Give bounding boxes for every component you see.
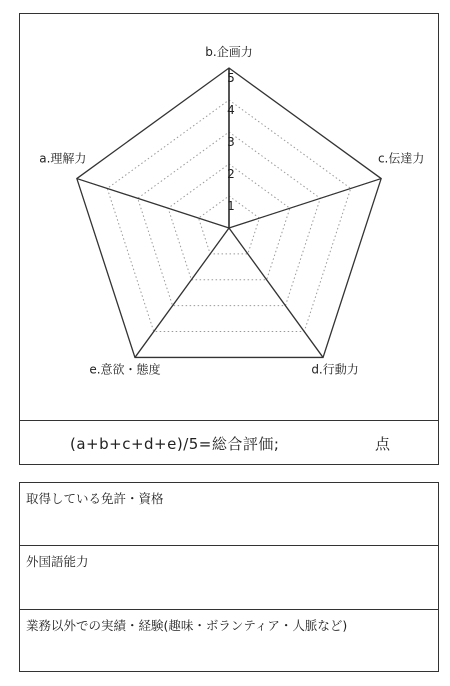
axis-label-2: d.行動力 bbox=[311, 362, 359, 377]
axis-label-1: c.伝達力 bbox=[377, 151, 425, 166]
formula-row bbox=[20, 420, 438, 465]
tick-label-5: 5 bbox=[227, 71, 235, 85]
total-score-formula: (a+b+c+d+e)/5=総合評価; bbox=[70, 435, 280, 453]
radar-chart bbox=[20, 14, 440, 420]
axis-label-3: e.意欲・態度 bbox=[89, 362, 161, 377]
language-row[interactable] bbox=[20, 546, 438, 610]
license-label: 取得している免許・資格 bbox=[26, 491, 164, 506]
axis-label-4: a.理解力 bbox=[39, 151, 87, 166]
language-label: 外国語能力 bbox=[26, 554, 89, 569]
score-unit-label: 点 bbox=[375, 435, 391, 453]
radar-chart-panel bbox=[19, 13, 439, 465]
license-row[interactable] bbox=[20, 483, 438, 546]
info-form-panel bbox=[19, 482, 439, 672]
axis-label-0: b.企画力 bbox=[205, 45, 253, 59]
tick-label-2: 2 bbox=[227, 167, 235, 181]
experience-row[interactable] bbox=[20, 610, 438, 673]
wedge-b-c bbox=[229, 68, 381, 228]
tick-label-1: 1 bbox=[227, 199, 235, 213]
tick-label-3: 3 bbox=[227, 135, 235, 149]
tick-label-4: 4 bbox=[227, 103, 235, 117]
wedge-d-e bbox=[135, 228, 323, 357]
experience-label: 業務以外での実績・経験(趣味・ボランティア・人脈など) bbox=[26, 618, 348, 633]
